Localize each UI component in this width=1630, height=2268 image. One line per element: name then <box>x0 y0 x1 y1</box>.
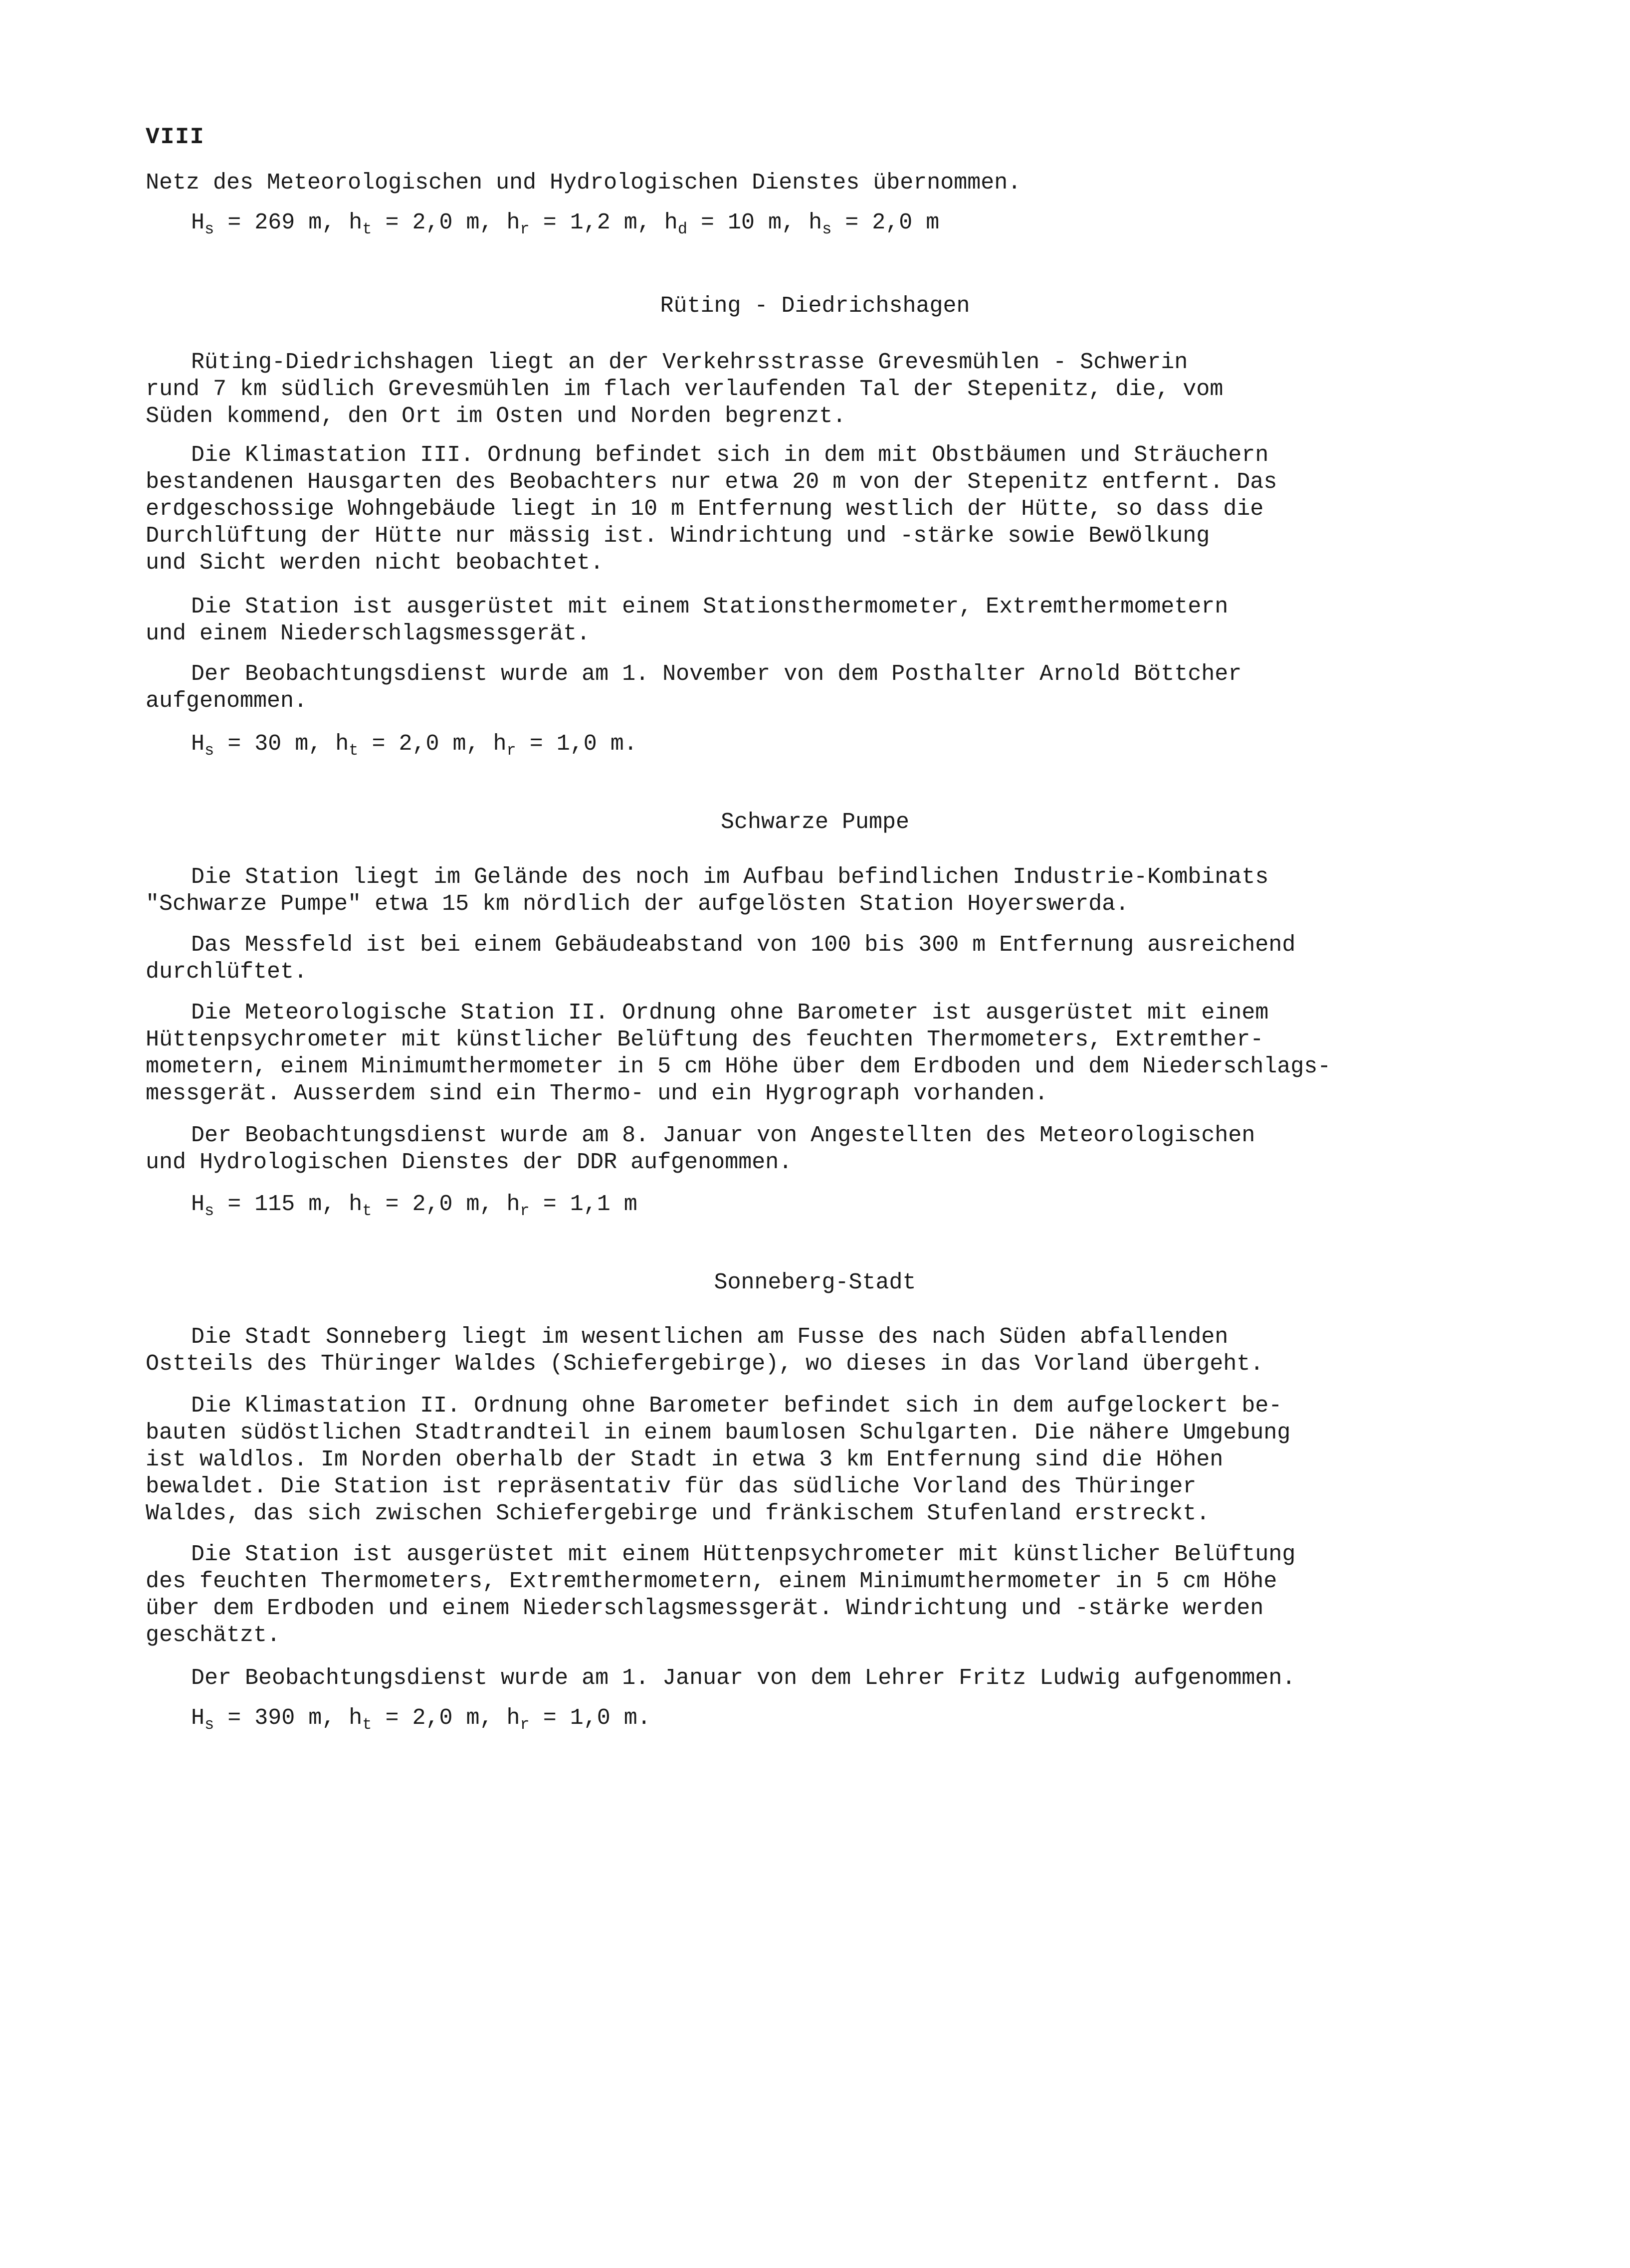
section-heading-rueting: Rüting - Diedrichshagen <box>660 293 970 319</box>
formula-symbol: h <box>506 210 520 235</box>
paragraph-line: geschätzt. <box>146 1623 281 1648</box>
formula-subscript: s <box>204 741 214 760</box>
formula-subscript: s <box>204 1715 214 1734</box>
formula-symbol: h <box>335 731 349 757</box>
formula-symbol: H <box>191 1705 205 1731</box>
formula-value: = 269 m, <box>214 210 349 235</box>
page-number: VIII <box>146 124 205 150</box>
formula-symbol: H <box>191 1192 205 1217</box>
paragraph-line: Das Messfeld ist bei einem Gebäudeabstand von 100 bis 300 m Entfernung ausreichend <box>191 932 1296 958</box>
station-formula <box>191 1191 637 1218</box>
formula-value: = 1,2 m, <box>529 210 664 235</box>
formula-symbol: h <box>349 1192 363 1217</box>
formula-symbol: h <box>493 731 507 757</box>
formula-symbol: H <box>191 731 205 757</box>
paragraph-line: Der Beobachtungsdienst wurde am 1. November von dem Posthalter Arnold Böttcher <box>191 661 1242 687</box>
paragraph-line: Die Station liegt im Gelände des noch im Aufbau befindlichen Industrie-Kombinats <box>191 864 1269 890</box>
formula-value: = 2,0 m, <box>372 1705 507 1731</box>
paragraph-line: Die Stadt Sonneberg liegt im wesentlichen am Fusse des nach Süden abfallenden <box>191 1324 1228 1350</box>
paragraph-line: Die Station ist ausgerüstet mit einem Stationsthermometer, Extremthermometern <box>191 594 1228 619</box>
formula-value: = 1,0 m. <box>529 1705 651 1731</box>
formula-symbol: h <box>664 210 678 235</box>
formula-value: = 30 m, <box>214 731 336 757</box>
formula-value: = 2,0 m, <box>372 1192 507 1217</box>
paragraph-line: Die Klimastation III. Ordnung befindet sich in dem mit Obstbäumen und Sträuchern <box>191 442 1269 468</box>
formula-subscript: r <box>520 1202 530 1220</box>
paragraph-line: des feuchten Thermometers, Extremthermometern, einem Minimumthermometer in 5 cm Höhe <box>146 1569 1277 1594</box>
station-formula <box>191 731 637 758</box>
formula-symbol: H <box>191 210 205 235</box>
paragraph-line: Durchlüftung der Hütte nur mässig ist. Windrichtung und -stärke sowie Bewölkung <box>146 523 1210 549</box>
paragraph-line: Die Station ist ausgerüstet mit einem Hüttenpsychrometer mit künstlicher Belüftung <box>191 1542 1296 1567</box>
formula-value: = 2,0 m, <box>358 731 493 757</box>
paragraph-line: und Sicht werden nicht beobachtet. <box>146 550 604 576</box>
paragraph-line: aufgenommen. <box>146 688 308 714</box>
formula-value: = 2,0 m <box>831 210 940 235</box>
formula-value: = 1,1 m <box>529 1192 637 1217</box>
intro-formula <box>191 209 939 236</box>
formula-subscript: t <box>362 1715 372 1734</box>
formula-symbol: h <box>349 210 363 235</box>
formula-subscript: s <box>204 220 214 238</box>
paragraph-line: bestandenen Hausgarten des Beobachters nur etwa 20 m von der Stepenitz entfernt. Das <box>146 469 1277 495</box>
formula-value: = 1,0 m. <box>516 731 637 757</box>
intro-line: Netz des Meteorologischen und Hydrologischen Dienstes übernommen. <box>146 170 1021 196</box>
formula-symbol: h <box>506 1705 520 1731</box>
formula-subscript: s <box>204 1202 214 1220</box>
formula-subscript: t <box>349 741 359 760</box>
paragraph-line: Süden kommend, den Ort im Osten und Norden begrenzt. <box>146 404 846 429</box>
paragraph-line: Waldes, das sich zwischen Schiefergebirge und fränkischem Stufenland erstreckt. <box>146 1501 1210 1526</box>
paragraph-line: erdgeschossige Wohngebäude liegt in 10 m Entfernung westlich der Hütte, so dass die <box>146 496 1264 522</box>
paragraph-line: und einem Niederschlagsmessgerät. <box>146 621 591 646</box>
station-formula <box>191 1705 651 1732</box>
paragraph-line: durchlüftet. <box>146 959 308 985</box>
paragraph-line: Ostteils des Thüringer Waldes (Schiefergebirge), wo dieses in das Vorland übergeht. <box>146 1351 1264 1377</box>
paragraph-line: Die Klimastation II. Ordnung ohne Barometer befindet sich in dem aufgelockert be- <box>191 1393 1282 1419</box>
formula-value: = 10 m, <box>687 210 809 235</box>
formula-subscript: t <box>362 1202 372 1220</box>
formula-value: = 2,0 m, <box>372 210 507 235</box>
formula-subscript: r <box>520 1715 530 1734</box>
paragraph-line: Der Beobachtungsdienst wurde am 8. Januar von Angestellten des Meteorologischen <box>191 1123 1255 1148</box>
formula-subscript: d <box>677 220 688 238</box>
paragraph-line: rund 7 km südlich Grevesmühlen im flach verlaufenden Tal der Stepenitz, die, vom <box>146 377 1223 402</box>
paragraph-line: Hüttenpsychrometer mit künstlicher Belüftung des feuchten Thermometers, Extremther- <box>146 1027 1264 1052</box>
formula-symbol: h <box>506 1192 520 1217</box>
section-heading-sonneberg: Sonneberg-Stadt <box>714 1270 916 1295</box>
formula-subscript: t <box>362 220 372 238</box>
paragraph-line: ist waldlos. Im Norden oberhalb der Stadt in etwa 3 km Entfernung sind die Höhen <box>146 1447 1223 1472</box>
formula-subscript: r <box>506 741 516 760</box>
formula-subscript: s <box>822 220 832 238</box>
formula-symbol: h <box>809 210 822 235</box>
formula-subscript: r <box>520 220 530 238</box>
paragraph-line: Der Beobachtungsdienst wurde am 1. Januar von dem Lehrer Fritz Ludwig aufgenommen. <box>191 1665 1296 1691</box>
paragraph-line: bewaldet. Die Station ist repräsentativ für das südliche Vorland des Thüringer <box>146 1474 1197 1499</box>
paragraph-line: messgerät. Ausserdem sind ein Thermo- und ein Hygrograph vorhanden. <box>146 1081 1048 1106</box>
paragraph-line: über dem Erdboden und einem Niederschlagsmessgerät. Windrichtung und -stärke werden <box>146 1596 1264 1621</box>
formula-value: = 390 m, <box>214 1705 349 1731</box>
paragraph-line: und Hydrologischen Dienstes der DDR aufgenommen. <box>146 1150 793 1175</box>
section-heading-schwarze-pumpe: Schwarze Pumpe <box>720 810 910 835</box>
paragraph-line: "Schwarze Pumpe" etwa 15 km nördlich der aufgelösten Station Hoyerswerda. <box>146 891 1129 917</box>
paragraph-line: Die Meteorologische Station II. Ordnung ohne Barometer ist ausgerüstet mit einem <box>191 1000 1269 1026</box>
formula-value: = 115 m, <box>214 1192 349 1217</box>
paragraph-line: Rüting-Diedrichshagen liegt an der Verkehrsstrasse Grevesmühlen - Schwerin <box>191 350 1188 375</box>
paragraph-line: bauten südöstlichen Stadtrandteil in einem baumlosen Schulgarten. Die nähere Umgebung <box>146 1420 1291 1445</box>
formula-symbol: h <box>349 1705 363 1731</box>
paragraph-line: mometern, einem Minimumthermometer in 5 cm Höhe über dem Erdboden und dem Niederschlags- <box>146 1054 1331 1079</box>
